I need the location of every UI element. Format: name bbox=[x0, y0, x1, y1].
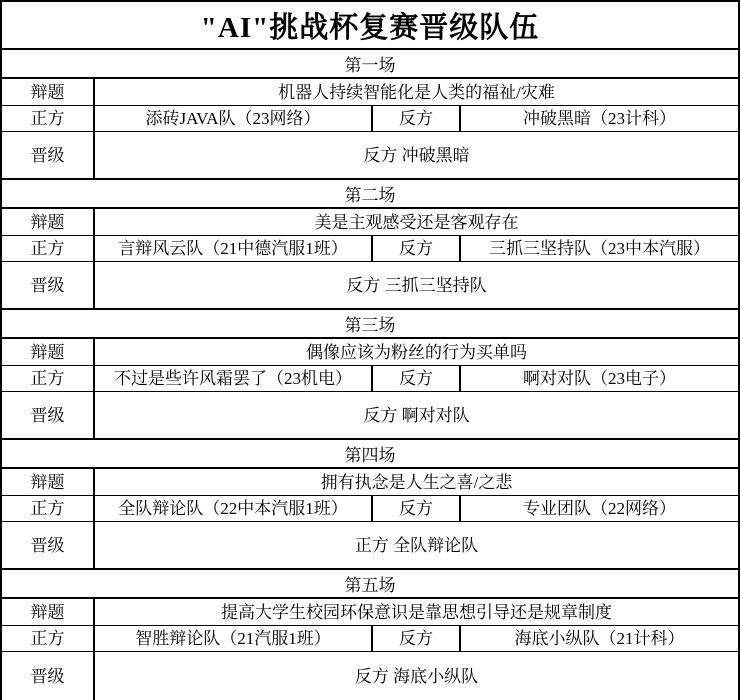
promoted-row bbox=[2, 262, 738, 308]
promoted-team-cell: 反方 啊对对队 bbox=[363, 405, 470, 425]
con-team-cell: 专业团队（22网络） bbox=[523, 499, 676, 518]
con-label-cell: 反方 bbox=[373, 106, 461, 131]
round-section-1 bbox=[2, 50, 738, 180]
pro-label-cell: 正方 bbox=[2, 366, 95, 391]
topic-row bbox=[2, 79, 738, 106]
con-label-cell: 反方 bbox=[373, 236, 461, 261]
round-section-5 bbox=[2, 570, 738, 700]
teams-row bbox=[2, 496, 738, 522]
promoted-team-cell: 正方 全队辩论队 bbox=[354, 535, 479, 555]
round-section-4 bbox=[2, 440, 738, 570]
pro-team-cell: 添砖JAVA队（23网络） bbox=[95, 106, 373, 131]
pro-label-cell: 正方 bbox=[2, 626, 95, 651]
round-section-3 bbox=[2, 310, 738, 440]
con-team-cell: 冲破黑暗（23计科） bbox=[523, 109, 676, 128]
round-header: 第二场 bbox=[2, 180, 738, 209]
promoted-label-cell: 晋级 bbox=[2, 522, 95, 568]
pro-label-cell: 正方 bbox=[2, 236, 95, 261]
teams-row bbox=[2, 366, 738, 392]
promoted-label-cell: 晋级 bbox=[2, 132, 95, 178]
promoted-row bbox=[2, 652, 738, 700]
topic-row bbox=[2, 209, 738, 236]
topic-cell: 拥有执念是人生之喜/之悲 bbox=[320, 472, 513, 492]
promoted-team-cell: 反方 三抓三坚持队 bbox=[346, 275, 487, 295]
topic-cell: 偶像应该为粉丝的行为买单吗 bbox=[306, 342, 527, 362]
round-header: 第三场 bbox=[2, 310, 738, 339]
promoted-label-cell: 晋级 bbox=[2, 262, 95, 308]
teams-row bbox=[2, 236, 738, 262]
promoted-row bbox=[2, 522, 738, 568]
con-team-cell: 啊对对队（23电子） bbox=[523, 369, 676, 388]
pro-team-cell: 智胜辩论队（21汽服1班） bbox=[95, 626, 373, 651]
topic-row bbox=[2, 469, 738, 496]
topic-label-cell: 辩题 bbox=[2, 209, 95, 235]
pro-team-cell: 言辩风云队（21中德汽服1班） bbox=[95, 236, 373, 261]
topic-row bbox=[2, 339, 738, 366]
topic-cell: 提高大学生校园环保意识是靠思想引导还是规章制度 bbox=[221, 602, 612, 622]
promoted-label-cell: 晋级 bbox=[2, 652, 95, 700]
promoted-row bbox=[2, 392, 738, 438]
topic-label-cell: 辩题 bbox=[2, 79, 95, 105]
topic-cell: 美是主观感受还是客观存在 bbox=[314, 212, 519, 232]
pro-label-cell: 正方 bbox=[2, 496, 95, 521]
promoted-team-cell: 反方 冲破黑暗 bbox=[363, 145, 470, 165]
topic-label-cell: 辩题 bbox=[2, 599, 95, 625]
pro-label-cell: 正方 bbox=[2, 106, 95, 131]
promoted-label-cell: 晋级 bbox=[2, 392, 95, 438]
topic-row bbox=[2, 599, 738, 626]
teams-row bbox=[2, 106, 738, 132]
teams-row bbox=[2, 626, 738, 652]
round-header: 第一场 bbox=[2, 50, 738, 79]
con-label-cell: 反方 bbox=[373, 496, 461, 521]
pro-team-cell: 不过是些许风霜罢了（23机电） bbox=[95, 366, 373, 391]
round-section-2 bbox=[2, 180, 738, 310]
page-title: "AI"挑战杯复赛晋级队伍 bbox=[2, 2, 738, 50]
con-label-cell: 反方 bbox=[373, 626, 461, 651]
round-header: 第五场 bbox=[2, 570, 738, 599]
promoted-row bbox=[2, 132, 738, 178]
promoted-team-cell: 反方 海底小纵队 bbox=[354, 666, 479, 686]
round-header: 第四场 bbox=[2, 440, 738, 469]
con-label-cell: 反方 bbox=[373, 366, 461, 391]
con-team-cell: 三抓三坚持队（23中本汽服） bbox=[489, 239, 710, 258]
topic-label-cell: 辩题 bbox=[2, 469, 95, 495]
pro-team-cell: 全队辩论队（22中本汽服1班） bbox=[95, 496, 373, 521]
topic-cell: 机器人持续智能化是人类的福祉/灾难 bbox=[278, 82, 555, 102]
con-team-cell: 海底小纵队（21计科） bbox=[514, 629, 685, 648]
topic-label-cell: 辩题 bbox=[2, 339, 95, 365]
